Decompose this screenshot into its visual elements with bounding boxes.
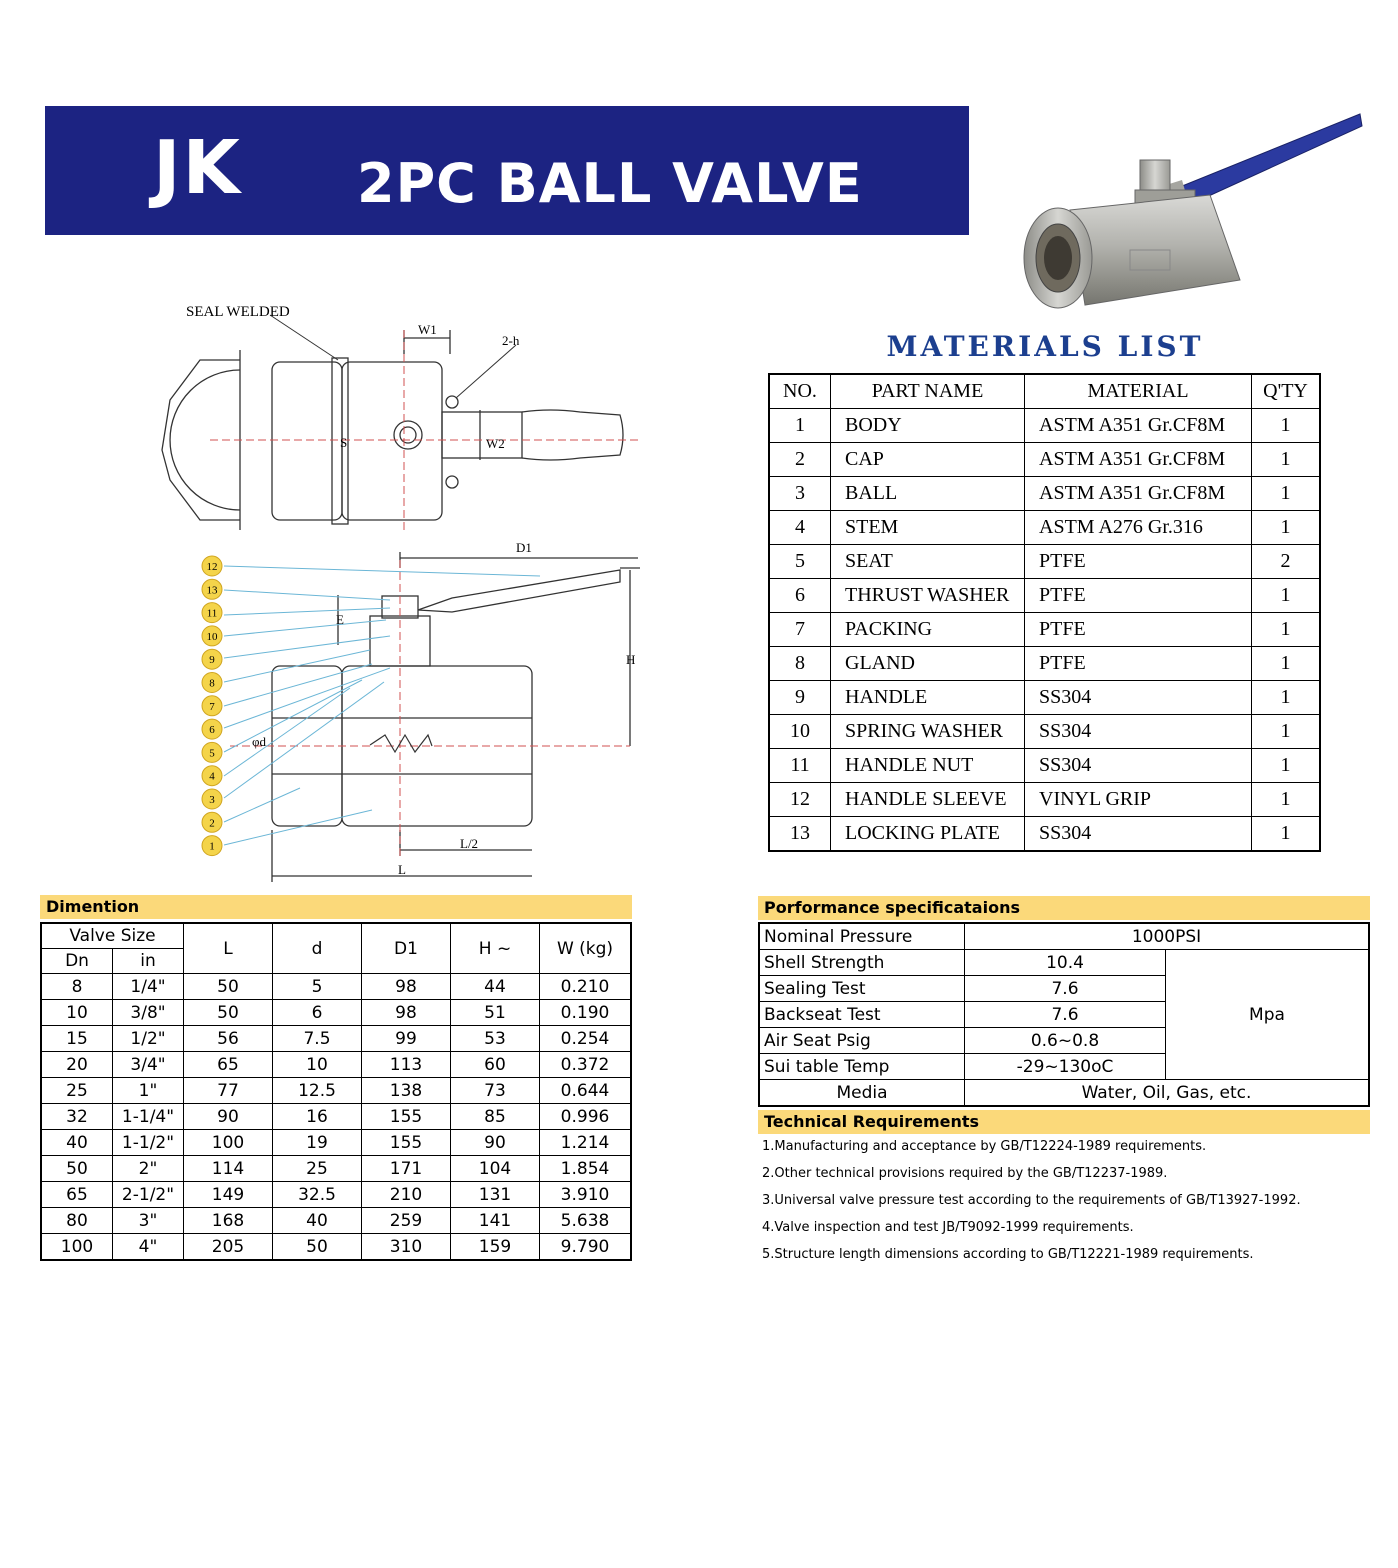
materials-qty-cell: 1 (1252, 817, 1321, 852)
technical-header: Technical Requirements (758, 1110, 1370, 1134)
materials-qty-cell: 1 (1252, 409, 1321, 443)
dimension-d1-cell: 98 (362, 1000, 451, 1026)
dimension-dn-cell: 8 (41, 974, 113, 1000)
dimension-dn-cell: 15 (41, 1026, 113, 1052)
dimension-row (41, 974, 631, 1000)
d-header: d (273, 923, 362, 974)
product-title: 2PC BALL VALVE (357, 152, 863, 215)
dimension-row (41, 1156, 631, 1182)
dimension-h-cell: 85 (451, 1104, 540, 1130)
materials-qty-cell: 1 (1252, 749, 1321, 783)
dimension-d1-cell: 259 (362, 1208, 451, 1234)
materials-qty-cell: 1 (1252, 443, 1321, 477)
dimension-l-cell: 90 (184, 1104, 273, 1130)
dimension-d-cell: 50 (273, 1234, 362, 1261)
in-header: in (113, 949, 184, 974)
materials-no-cell: 13 (769, 817, 831, 852)
dimension-h-cell: 51 (451, 1000, 540, 1026)
dimension-w-cell: 0.372 (540, 1052, 632, 1078)
materials-no-cell: 5 (769, 545, 831, 579)
materials-no-cell: 10 (769, 715, 831, 749)
brand-name: JK (153, 125, 242, 211)
callout-number: 13 (206, 584, 218, 597)
performance-table (758, 922, 1370, 1107)
materials-row (769, 681, 1320, 715)
materials-material-cell: SS304 (1025, 681, 1252, 715)
dimension-in-cell: 1-1/4" (113, 1104, 184, 1130)
dimension-w-cell: 9.790 (540, 1234, 632, 1261)
part-callouts (202, 556, 222, 856)
materials-qty-cell: 1 (1252, 613, 1321, 647)
dimension-d-cell: 40 (273, 1208, 362, 1234)
materials-material-cell: ASTM A351 Gr.CF8M (1025, 443, 1252, 477)
dimension-in-cell: 4" (113, 1234, 184, 1261)
dimension-w-cell: 0.644 (540, 1078, 632, 1104)
technical-item: 5.Structure length dimensions according to GB/T12221-1989 requirements. (762, 1247, 1254, 1262)
materials-qty-cell: 1 (1252, 647, 1321, 681)
materials-material-cell: PTFE (1025, 613, 1252, 647)
dn-header: Dn (41, 949, 113, 974)
dimension-dn-cell: 20 (41, 1052, 113, 1078)
dimension-in-cell: 3/8" (113, 1000, 184, 1026)
dimension-l-cell: 114 (184, 1156, 273, 1182)
valve-photo (1010, 100, 1370, 320)
performance-label: Air Seat Psig (759, 1028, 965, 1054)
dimension-d1-cell: 113 (362, 1052, 451, 1078)
callout-number: 5 (209, 747, 215, 760)
materials-part-cell: HANDLE (831, 681, 1025, 715)
media-label: Media (759, 1080, 965, 1107)
dimension-row (41, 1104, 631, 1130)
materials-no-cell: 7 (769, 613, 831, 647)
dimension-h-cell: 53 (451, 1026, 540, 1052)
performance-value: 7.6 (965, 976, 1166, 1002)
performance-value: 10.4 (965, 950, 1166, 976)
l-half-label: L/2 (460, 836, 479, 851)
callout-number: 9 (209, 654, 215, 667)
dimension-d-cell: 5 (273, 974, 362, 1000)
dimension-in-cell: 1/2" (113, 1026, 184, 1052)
materials-material-cell: SS304 (1025, 749, 1252, 783)
materials-qty-cell: 1 (1252, 477, 1321, 511)
performance-label: Sealing Test (759, 976, 965, 1002)
materials-row (769, 783, 1320, 817)
dimension-d1-cell: 210 (362, 1182, 451, 1208)
nominal-pressure-label: Nominal Pressure (759, 923, 965, 950)
materials-row (769, 511, 1320, 545)
phi-d-label: φd (252, 734, 267, 749)
materials-part-cell: CAP (831, 443, 1025, 477)
e-label: E (336, 612, 344, 627)
performance-value: 7.6 (965, 1002, 1166, 1028)
materials-qty-cell: 1 (1252, 783, 1321, 817)
materials-material-cell: ASTM A351 Gr.CF8M (1025, 409, 1252, 443)
h-label: H (626, 652, 636, 667)
col-material: MATERIAL (1025, 374, 1252, 409)
dimension-d1-cell: 171 (362, 1156, 451, 1182)
dimension-in-cell: 2-1/2" (113, 1182, 184, 1208)
materials-qty-cell: 2 (1252, 545, 1321, 579)
dimension-row (41, 1078, 631, 1104)
dimension-in-cell: 2" (113, 1156, 184, 1182)
dimension-row (41, 1208, 631, 1234)
materials-no-cell: 11 (769, 749, 831, 783)
callout-number: 4 (209, 770, 215, 783)
materials-title: MATERIALS LIST (886, 330, 1204, 363)
materials-row (769, 715, 1320, 749)
dimension-l-cell: 168 (184, 1208, 273, 1234)
dimension-d-cell: 6 (273, 1000, 362, 1026)
materials-material-cell: SS304 (1025, 715, 1252, 749)
dimension-l-cell: 100 (184, 1130, 273, 1156)
dimension-d1-cell: 99 (362, 1026, 451, 1052)
materials-no-cell: 4 (769, 511, 831, 545)
dimension-d1-cell: 98 (362, 974, 451, 1000)
dimension-dn-cell: 100 (41, 1234, 113, 1261)
dimension-d-cell: 19 (273, 1130, 362, 1156)
materials-part-cell: LOCKING PLATE (831, 817, 1025, 852)
dimension-l-cell: 149 (184, 1182, 273, 1208)
dimension-dn-cell: 65 (41, 1182, 113, 1208)
dimension-row (41, 1052, 631, 1078)
col-part-name: PART NAME (831, 374, 1025, 409)
dimension-w-cell: 0.190 (540, 1000, 632, 1026)
dimension-d-cell: 10 (273, 1052, 362, 1078)
callout-number: 7 (209, 700, 215, 713)
materials-material-cell: ASTM A351 Gr.CF8M (1025, 477, 1252, 511)
dimension-w-cell: 3.910 (540, 1182, 632, 1208)
dimension-dn-cell: 80 (41, 1208, 113, 1234)
dimension-l-cell: 50 (184, 1000, 273, 1026)
materials-no-cell: 3 (769, 477, 831, 511)
col-no: NO. (769, 374, 831, 409)
callout-number: 11 (206, 607, 218, 620)
performance-unit: Mpa (1166, 950, 1370, 1080)
dimension-d1-cell: 138 (362, 1078, 451, 1104)
materials-row (769, 409, 1320, 443)
dimension-h-cell: 60 (451, 1052, 540, 1078)
dimension-header: Dimention (40, 895, 632, 919)
w2-label: W2 (486, 436, 505, 451)
col-qty: Q'TY (1252, 374, 1321, 409)
top-view-drawing (150, 290, 650, 540)
technical-list (762, 1137, 1372, 1272)
materials-row (769, 443, 1320, 477)
materials-part-cell: SEAT (831, 545, 1025, 579)
materials-row (769, 545, 1320, 579)
materials-no-cell: 2 (769, 443, 831, 477)
materials-row (769, 647, 1320, 681)
materials-no-cell: 8 (769, 647, 831, 681)
materials-part-cell: HANDLE NUT (831, 749, 1025, 783)
l-label: L (398, 862, 406, 877)
dimension-d1-cell: 310 (362, 1234, 451, 1261)
callout-number: 6 (209, 724, 215, 737)
materials-part-cell: STEM (831, 511, 1025, 545)
performance-value: -29~130oC (965, 1054, 1166, 1080)
dimension-w-cell: 0.254 (540, 1026, 632, 1052)
technical-item: 4.Valve inspection and test JB/T9092-1999 requirements. (762, 1220, 1134, 1235)
dimension-in-cell: 1-1/2" (113, 1130, 184, 1156)
dimension-d-cell: 12.5 (273, 1078, 362, 1104)
l-header: L (184, 923, 273, 974)
materials-row (769, 477, 1320, 511)
dimension-h-cell: 104 (451, 1156, 540, 1182)
dimension-dn-cell: 25 (41, 1078, 113, 1104)
dimension-h-cell: 159 (451, 1234, 540, 1261)
dimension-dn-cell: 32 (41, 1104, 113, 1130)
d1-label: D1 (516, 540, 532, 555)
dimension-l-cell: 56 (184, 1026, 273, 1052)
materials-part-cell: BODY (831, 409, 1025, 443)
dimension-w-cell: 1.854 (540, 1156, 632, 1182)
materials-part-cell: PACKING (831, 613, 1025, 647)
two-h-label: 2-h (502, 333, 520, 348)
section-view-drawing (190, 540, 650, 890)
materials-material-cell: SS304 (1025, 817, 1252, 852)
materials-material-cell: ASTM A276 Gr.316 (1025, 511, 1252, 545)
media-value: Water, Oil, Gas, etc. (965, 1080, 1370, 1107)
dimension-in-cell: 1/4" (113, 974, 184, 1000)
dimension-row (41, 1000, 631, 1026)
performance-label: Shell Strength (759, 950, 965, 976)
dimension-d1-cell: 155 (362, 1104, 451, 1130)
dimension-l-cell: 50 (184, 974, 273, 1000)
dimension-row (41, 1234, 631, 1261)
materials-material-cell: PTFE (1025, 579, 1252, 613)
materials-part-cell: SPRING WASHER (831, 715, 1025, 749)
media-row (759, 1080, 1369, 1107)
technical-item: 1.Manufacturing and acceptance by GB/T12224-1989 requirements. (762, 1139, 1207, 1154)
materials-material-cell: PTFE (1025, 545, 1252, 579)
dimension-d-cell: 32.5 (273, 1182, 362, 1208)
dimension-l-cell: 77 (184, 1078, 273, 1104)
dimension-w-cell: 0.996 (540, 1104, 632, 1130)
dimension-h-cell: 44 (451, 974, 540, 1000)
dimension-in-cell: 1" (113, 1078, 184, 1104)
performance-value: 0.6~0.8 (965, 1028, 1166, 1054)
materials-no-cell: 9 (769, 681, 831, 715)
performance-label: Backseat Test (759, 1002, 965, 1028)
w-header: W (kg) (540, 923, 632, 974)
materials-table (768, 373, 1321, 852)
dimension-row (41, 1130, 631, 1156)
materials-qty-cell: 1 (1252, 511, 1321, 545)
materials-qty-cell: 1 (1252, 579, 1321, 613)
nominal-pressure-row (759, 923, 1369, 950)
valve-size-header: Valve Size (41, 923, 184, 949)
materials-material-cell: PTFE (1025, 647, 1252, 681)
dimension-d1-cell: 155 (362, 1130, 451, 1156)
nominal-pressure-value: 1000PSI (965, 923, 1370, 950)
dimension-w-cell: 0.210 (540, 974, 632, 1000)
materials-part-cell: GLAND (831, 647, 1025, 681)
s-label: S (340, 435, 348, 450)
materials-row (769, 749, 1320, 783)
dimension-dn-cell: 40 (41, 1130, 113, 1156)
callout-number: 10 (206, 630, 218, 643)
dimension-h-cell: 73 (451, 1078, 540, 1104)
materials-part-cell: HANDLE SLEEVE (831, 783, 1025, 817)
dimension-row (41, 1182, 631, 1208)
dimension-dn-cell: 50 (41, 1156, 113, 1182)
dimension-l-cell: 205 (184, 1234, 273, 1261)
dimension-h-cell: 131 (451, 1182, 540, 1208)
dimension-l-cell: 65 (184, 1052, 273, 1078)
technical-item: 2.Other technical provisions required by the GB/T12237-1989. (762, 1166, 1168, 1181)
materials-part-cell: BALL (831, 477, 1025, 511)
materials-no-cell: 12 (769, 783, 831, 817)
performance-label: Sui table Temp (759, 1054, 965, 1080)
dimension-w-cell: 5.638 (540, 1208, 632, 1234)
callout-number: 2 (209, 817, 215, 830)
materials-part-cell: THRUST WASHER (831, 579, 1025, 613)
seal-welded-label: SEAL WELDED (186, 304, 290, 320)
h-header: H ~ (451, 923, 540, 974)
callout-number: 8 (209, 677, 215, 690)
title-banner (45, 106, 969, 235)
materials-row (769, 579, 1320, 613)
callout-number: 12 (206, 561, 218, 573)
materials-row (769, 817, 1320, 852)
materials-no-cell: 1 (769, 409, 831, 443)
technical-item: 3.Universal valve pressure test according to the requirements of GB/T13927-1992. (762, 1193, 1301, 1208)
dimension-d-cell: 7.5 (273, 1026, 362, 1052)
performance-header: Porformance specificataions (758, 896, 1370, 920)
dimension-row (41, 1026, 631, 1052)
callout-number: 1 (209, 840, 215, 853)
materials-material-cell: VINYL GRIP (1025, 783, 1252, 817)
dimension-header-row (41, 923, 631, 949)
materials-qty-cell: 1 (1252, 681, 1321, 715)
performance-row (759, 950, 1369, 976)
materials-qty-cell: 1 (1252, 715, 1321, 749)
materials-no-cell: 6 (769, 579, 831, 613)
dimension-in-cell: 3/4" (113, 1052, 184, 1078)
dimension-dn-cell: 10 (41, 1000, 113, 1026)
materials-header-row (769, 374, 1320, 409)
callout-number: 3 (209, 794, 215, 806)
d1-header: D1 (362, 923, 451, 974)
dimension-w-cell: 1.214 (540, 1130, 632, 1156)
dimension-d-cell: 25 (273, 1156, 362, 1182)
dimension-h-cell: 141 (451, 1208, 540, 1234)
dimension-in-cell: 3" (113, 1208, 184, 1234)
dimension-table (40, 922, 632, 1261)
dimension-d-cell: 16 (273, 1104, 362, 1130)
materials-row (769, 613, 1320, 647)
dimension-h-cell: 90 (451, 1130, 540, 1156)
w1-label: W1 (418, 322, 437, 337)
